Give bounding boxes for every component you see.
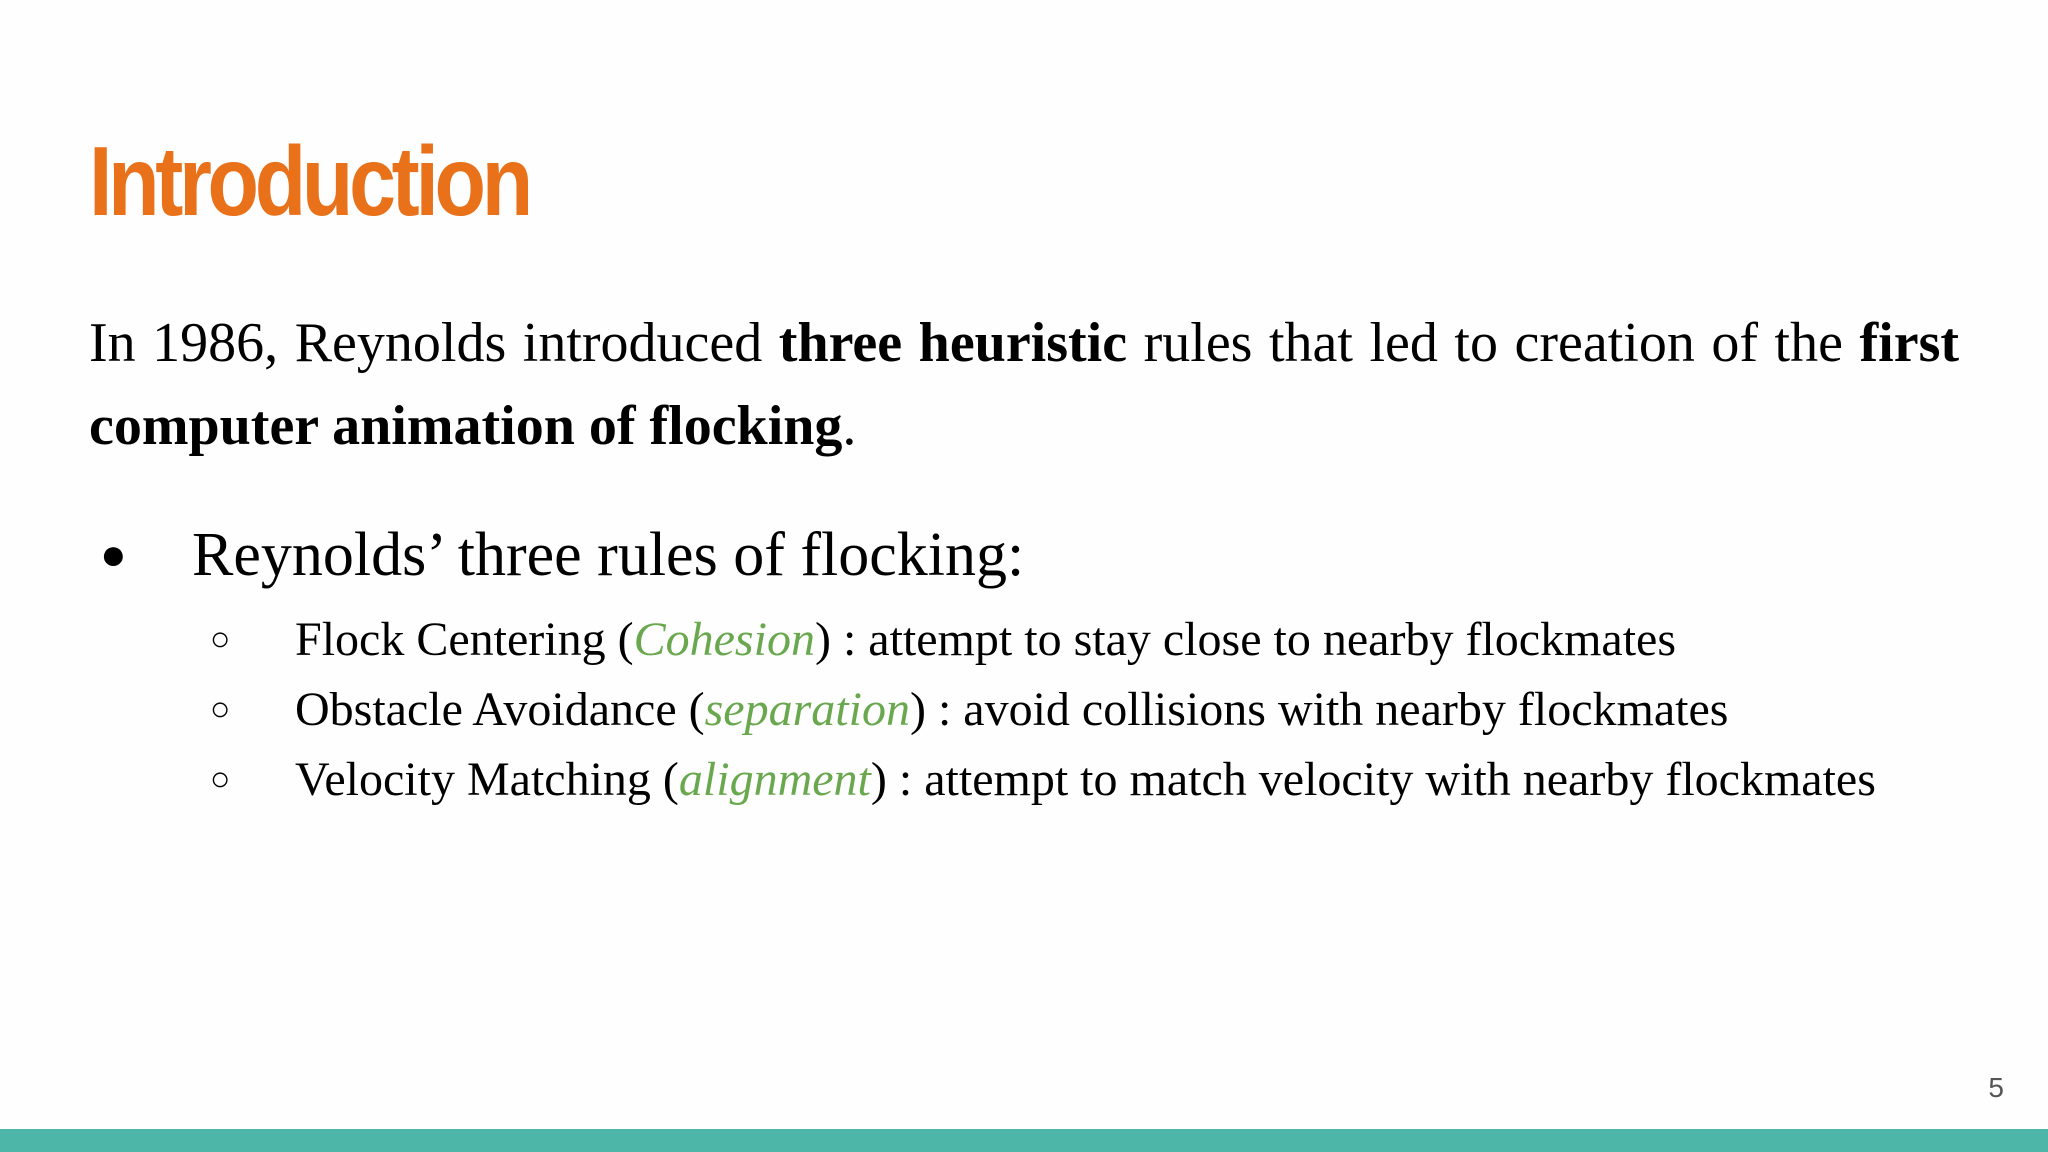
bottom-accent-bar: [0, 1129, 2048, 1152]
rule-suffix: ) : attempt to match velocity with nearby flockmates: [870, 753, 1876, 806]
rule-term-separation: separation: [704, 683, 910, 736]
intro-text-3: .: [842, 395, 857, 457]
intro-paragraph: [89, 302, 1959, 468]
rule-suffix: ) : attempt to stay close to nearby flockmates: [814, 613, 1677, 666]
hollow-bullet-icon: ○: [210, 621, 231, 658]
intro-bold-first-animation: first computer animation of flocking: [89, 312, 1960, 457]
intro-text-2: rules that led to creation of the: [1127, 312, 1860, 374]
rule-suffix: ) : avoid collisions with nearby flockmates: [909, 683, 1729, 736]
rule-item-alignment: [210, 745, 1945, 815]
intro-text-1: In 1986, Reynolds introduced: [89, 312, 779, 374]
rule-term-cohesion: Cohesion: [633, 613, 815, 666]
bullet-dot-icon: ●: [100, 530, 127, 579]
page-number: 5: [1988, 1072, 2004, 1103]
rule-item-cohesion: [210, 605, 1945, 675]
rule-term-alignment: alignment: [678, 753, 871, 806]
hollow-bullet-icon: ○: [210, 761, 231, 798]
main-bullet-text: Reynolds’ three rules of flocking:: [192, 521, 1025, 589]
slide-title: Introduction: [89, 126, 529, 236]
hollow-bullet-icon: ○: [210, 691, 231, 728]
rule-prefix: Obstacle Avoidance (: [295, 683, 705, 736]
rules-list: [210, 605, 1945, 815]
rule-prefix: Velocity Matching (: [295, 753, 679, 806]
intro-bold-three-heuristic: three heuristic: [778, 312, 1128, 374]
rule-prefix: Flock Centering (: [295, 613, 634, 666]
rule-item-separation: [210, 675, 1945, 745]
